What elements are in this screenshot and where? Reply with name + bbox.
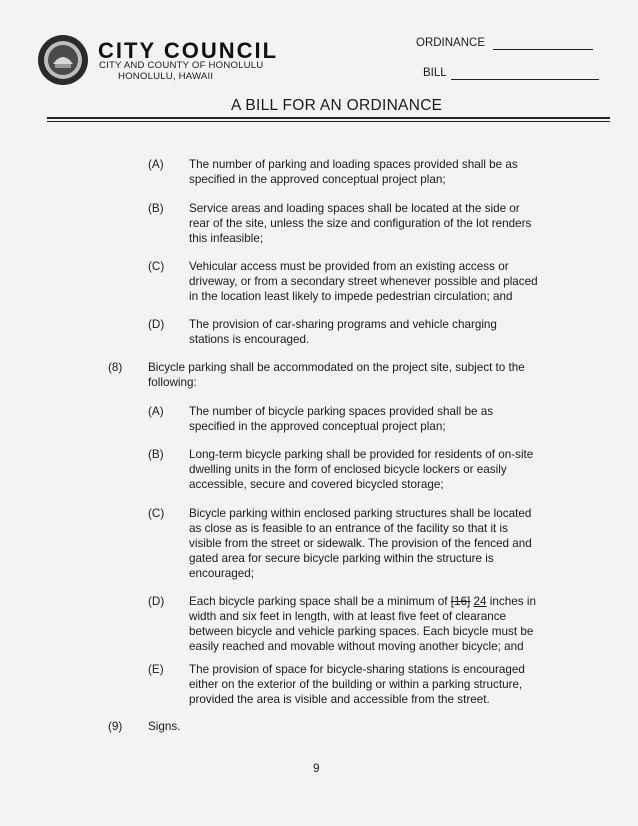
text-segment: Each bicycle parking space shall be a minimum of bbox=[189, 595, 451, 608]
deleted-text: [16] bbox=[450, 595, 471, 608]
item-text-line: encouraged; bbox=[189, 567, 254, 580]
item-label: (E) bbox=[148, 663, 164, 676]
header-divider-thin bbox=[47, 121, 610, 122]
item-label: (9) bbox=[108, 720, 123, 733]
item-text-line: provided the area is visible and accessible from the street. bbox=[189, 693, 490, 706]
item-text-line: The number of bicycle parking spaces provided shall be as bbox=[189, 405, 494, 418]
ordinance-label: ORDINANCE bbox=[416, 37, 486, 49]
ordinance-blank-line bbox=[493, 49, 593, 50]
item-text-line: Vehicular access must be provided from an existing access or bbox=[189, 260, 509, 273]
item-label: (B) bbox=[148, 202, 164, 215]
item-label: (D) bbox=[148, 318, 165, 331]
item-text-line: either on the exterior of the building or within a parking structure, bbox=[189, 678, 523, 691]
page-number: 9 bbox=[313, 762, 320, 775]
item-text-line: Service areas and loading spaces shall be located at the side or bbox=[189, 202, 520, 215]
item-text-line: as close as is feasible to an entrance of the facility so that it is bbox=[189, 522, 508, 535]
bill-label: BILL bbox=[423, 67, 447, 79]
item-text-line-amended bbox=[189, 594, 536, 609]
item-text-line: visible from the street or sidewalk. The provision of the fenced and bbox=[189, 537, 532, 550]
item-label: (C) bbox=[148, 260, 165, 273]
item-text-line: driveway, or from a secondary street whenever possible and placed bbox=[189, 275, 538, 288]
item-text-line: The number of parking and loading spaces provided shall be as bbox=[189, 158, 518, 171]
item-label: (A) bbox=[148, 158, 164, 171]
item-text-line: following: bbox=[148, 376, 197, 389]
item-text-line: easily reached and movable without moving another bicycle; and bbox=[189, 640, 524, 653]
item-text-line: between bicycle and vehicle parking spaces. Each bicycle must be bbox=[189, 625, 534, 638]
added-text: 24 bbox=[473, 595, 487, 608]
item-text-line: stations is encouraged. bbox=[189, 333, 310, 346]
item-text-line: width and six feet in length, with at least five feet of clearance bbox=[189, 610, 507, 623]
council-location: HONOLULU, HAWAII bbox=[118, 71, 214, 82]
item-text-line: The provision of car-sharing programs and vehicle charging bbox=[189, 318, 497, 331]
item-text-line: in the location least likely to impede pedestrian circulation; and bbox=[189, 290, 513, 303]
item-text-line: The provision of space for bicycle-sharing stations is encouraged bbox=[189, 663, 525, 676]
item-text-line: Bicycle parking within enclosed parking structures shall be located bbox=[189, 507, 532, 520]
item-text-line: specified in the approved conceptual project plan; bbox=[189, 173, 446, 186]
header-divider bbox=[47, 117, 610, 119]
bill-blank-line bbox=[451, 79, 599, 80]
item-text-line: accessible, secure and covered bicycled storage; bbox=[189, 478, 444, 491]
item-text-line: specified in the approved conceptual project plan; bbox=[189, 420, 446, 433]
item-label: (8) bbox=[108, 361, 123, 374]
city-seal-icon bbox=[37, 34, 89, 86]
item-label: (D) bbox=[148, 595, 165, 608]
item-label: (C) bbox=[148, 507, 165, 520]
council-subtitle: CITY AND COUNTY OF HONOLULU bbox=[99, 60, 264, 71]
text-segment: inches in bbox=[486, 595, 536, 608]
item-label: (B) bbox=[148, 448, 164, 461]
item-text-line: gated area for secure bicycle parking within the structure is bbox=[189, 552, 494, 565]
item-text-line: dwelling units in the form of enclosed bicycle lockers or easily bbox=[189, 463, 507, 476]
council-title: CITY COUNCIL bbox=[98, 38, 279, 63]
item-text-line: Signs. bbox=[148, 720, 181, 733]
item-label: (A) bbox=[148, 405, 164, 418]
bill-title: A BILL FOR AN ORDINANCE bbox=[231, 97, 443, 114]
item-text-line: rear of the site, unless the size and configuration of the lot renders bbox=[189, 217, 532, 230]
item-text-line: this infeasible; bbox=[189, 232, 264, 245]
item-text-line: Bicycle parking shall be accommodated on the project site, subject to the bbox=[148, 361, 525, 374]
item-text-line: Long-term bicycle parking shall be provided for residents of on-site bbox=[189, 448, 534, 461]
